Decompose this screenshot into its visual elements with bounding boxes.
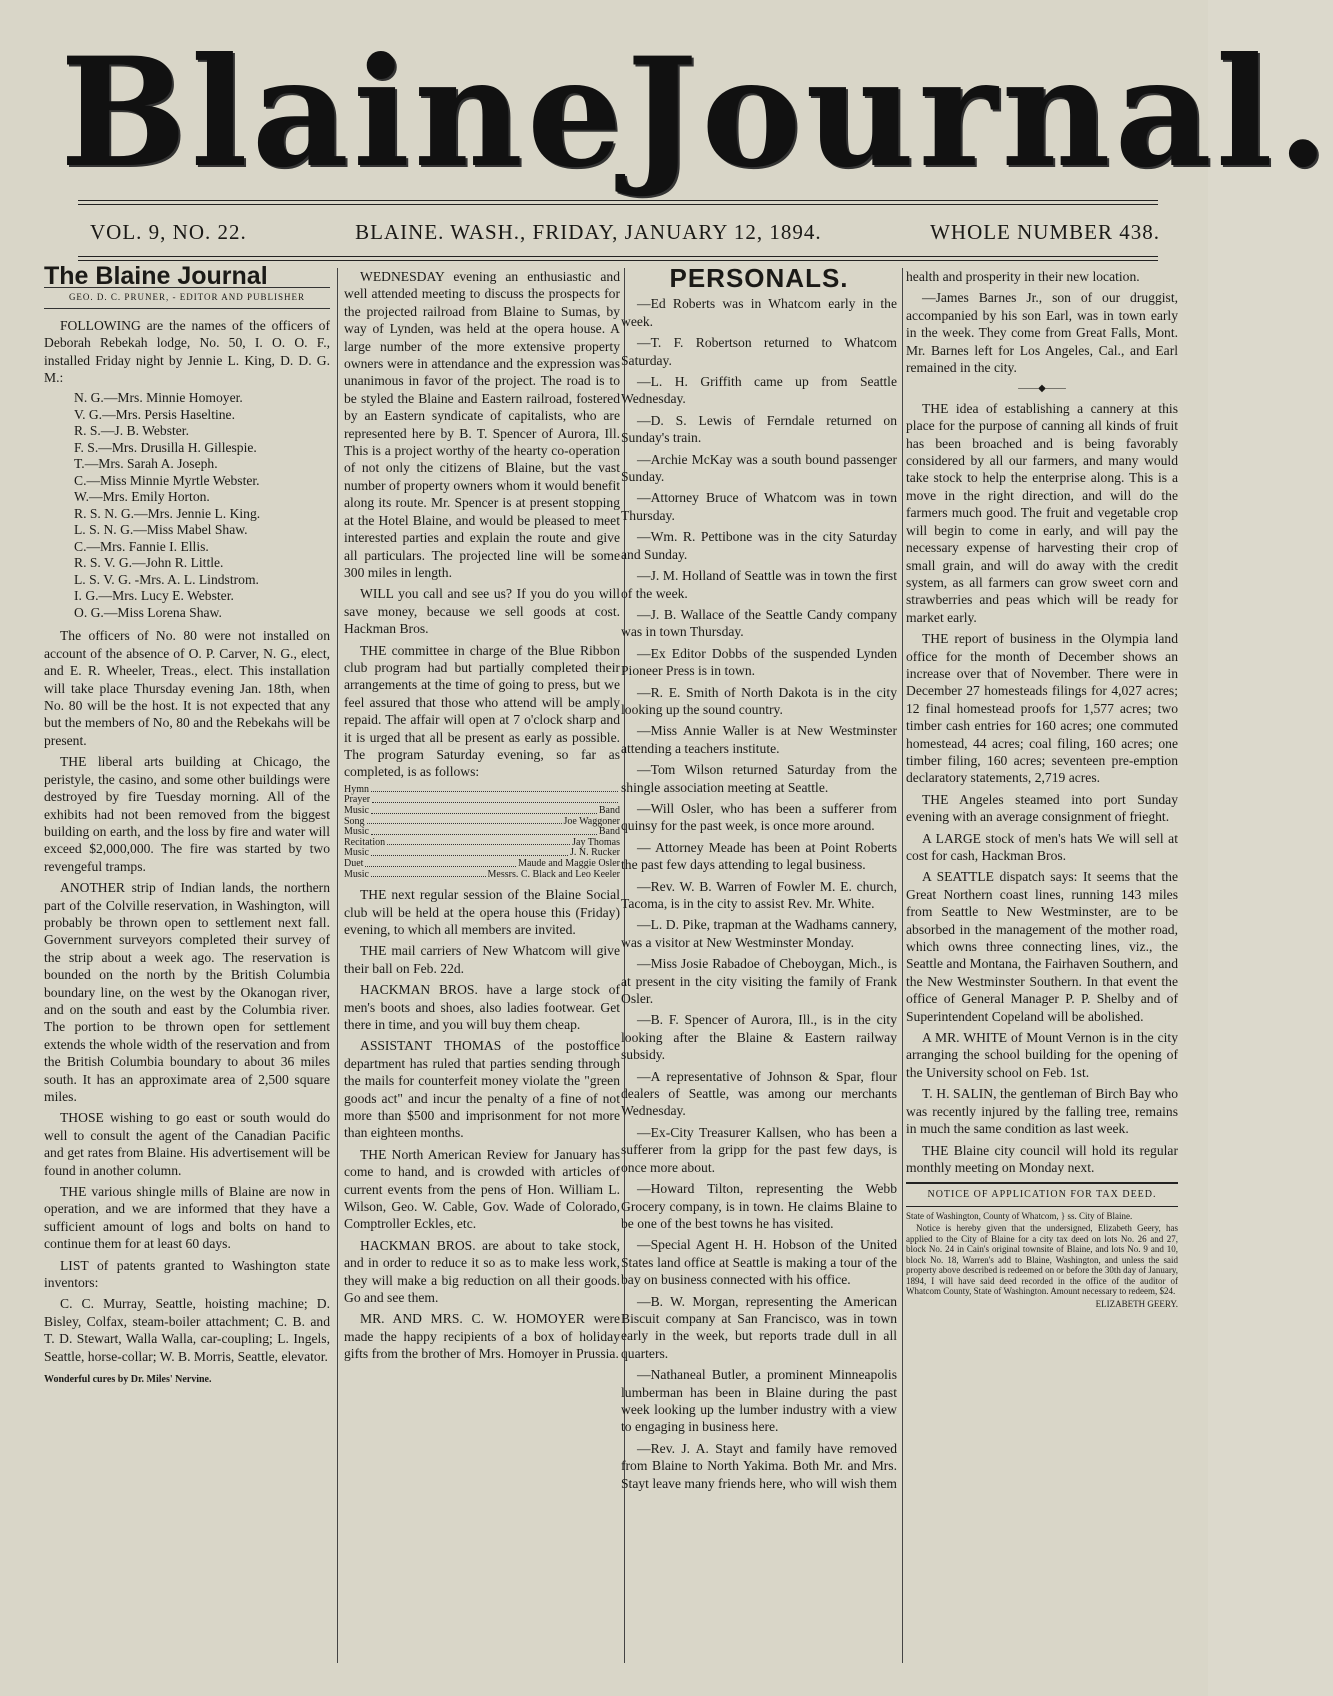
tax-deed-notice <box>906 1211 1178 1310</box>
masthead-right: Journal. <box>626 24 1333 201</box>
personal-item: —Ex Editor Dobbs of the suspended Lynden Pioneer Press is in town. <box>621 645 897 679</box>
program-row: Duet Maude and Maggie Osler <box>344 857 620 869</box>
article-railroad-meeting: WEDNESDAY evening an enthusiastic and well attended meeting to discuss the prospects for the projected railroad from Blaine to Sumas, by way of Lynden, was held at the opera house. A large number of the more extensive property owners were in attendance and the expression was unanimous in favor of the project. The road is to be styled the Blaine and Eastern railroad, fostered by an Eastern syndicate of capitalists, who are represented here by B. T. Spencer of Aurora, Ill. This is a project worthy of the hearty co-operation of not only the citizens of Blaine, but the vast number of property owners whom it would benefit along its route. Mr. Spencer is at present stopping at the Hotel Blaine, and would be pleased to meet interested parties and explain the route and give all particulars. The projected line will be some 300 miles in length. <box>344 269 620 580</box>
rule <box>78 256 1158 257</box>
article-hackman-ad: WILL you call and see us? If you do you will save money, because we sell goods at cost. Hackman Bros. <box>344 586 620 637</box>
article-patents: LIST of patents granted to Washington state inventors: <box>44 1257 330 1291</box>
list-item: C.—Mrs. Fannie I. Ellis. <box>74 538 209 554</box>
program-list <box>344 785 620 880</box>
article-hackman-boots: HACKMAN BROS. have a large stock of men's boots and shoes, also ladies footwear. Get there in time, and you will buy them cheap. <box>344 982 620 1032</box>
article-angeles: THE Angeles steamed into port Sunday evening with an average consignment of frieght. <box>906 791 1178 825</box>
article-cannery: THE idea of establishing a cannery at this place for the purpose of canning all kinds of fruit has been broached and is being favorably considered by all our farmers, and many would take stock to help the enterprise along. This is a move in the right direction, and will do the farmers much good. The fruit and vegetable crop will begin to come in early, and will pay the necessary expense of harvesting their crop of small grain, and will do away with the credit system, as all farmers can grow sweet corn and strawberries and peas which will be ready for market early. <box>906 400 1178 625</box>
list-item: V. G.—Mrs. Persis Haseltine. <box>74 406 235 422</box>
patent-list: C. C. Murray, Seattle, hoisting machine; D. Bisley, Colfax, steam-boiler attachment; C. B. and T. D. Stewart, Walla Walla, car-coupling; L. Ingels, Seattle, horse-collar; W. B. Morris, Seattle, elevator. <box>44 1296 330 1364</box>
rule <box>78 204 1158 205</box>
whole-number: WHOLE NUMBER 438. <box>930 219 1160 244</box>
personals-heading: PERSONALS. <box>669 263 849 293</box>
article-mail-carriers: THE mail carriers of New Whatcom will give their ball on Feb. 22d. <box>344 943 620 976</box>
volume-number: VOL. 9, NO. 22. <box>90 219 247 244</box>
personal-item: — Attorney Meade has been at Point Roberts the past few days attending to legal business. <box>621 839 897 873</box>
program-row: Prayer <box>344 795 620 806</box>
personal-item: —Attorney Bruce of Whatcom was in town Thursday. <box>621 490 897 523</box>
masthead-left: Blaine <box>60 24 627 201</box>
article-homoyer: MR. AND MRS. C. W. HOMOYER were made the happy recipients of a box of holiday gifts from the brother of Mrs. Homoyer in Prussia. <box>344 1311 620 1362</box>
article-north-american-review: THE North American Review for January has come to hand, and is crowded with articles of current events from the pens of Hon. William L. Wilson, Geo. W. Cable, Gov. Wade of Colorado, Comptroller Eckles, etc. <box>344 1146 620 1232</box>
list-item: N. G.—Mrs. Minnie Homoyer. <box>74 390 243 406</box>
program-row: Hymn <box>344 785 620 796</box>
article-paragraph: health and prosperity in their new location. <box>906 269 1140 284</box>
list-item: I. G.—Mrs. Lucy E. Webster. <box>74 588 234 604</box>
personal-item: —Howard Tilton, representing the Webb Grocery company, is in town. He claims Blaine to be one of the best towns he has visited. <box>621 1181 897 1231</box>
personal-item: —Rev. W. B. Warren of Fowler M. E. church, Tacoma, is in the city to assist Rev. Mr. White. <box>621 878 897 911</box>
list-item: L. S. V. G. -Mrs. A. L. Lindstrom. <box>74 571 259 587</box>
list-item: F. S.—Mrs. Drusilla H. Gillespie. <box>74 439 257 455</box>
column-2 <box>344 268 620 1367</box>
personal-item: —Archie McKay was a south bound passenger Sunday. <box>621 451 897 485</box>
article-mr-white: A MR. WHITE of Mount Vernon is in the city arranging the school building for the opening of the University school on Feb. 1st. <box>906 1030 1178 1080</box>
notice-head: State of Washington, County of Whatcom, } ss. City of Blaine. <box>906 1210 1133 1221</box>
article-social-club: THE next regular session of the Blaine Social club will be held at the opera house this (Friday) evening, to which all members are invited. <box>344 887 620 937</box>
article-salin: T. H. SALIN, the gentleman of Birch Bay who was recently injured by the falling tree, remains in much the same condition as last week. <box>906 1086 1178 1137</box>
notice-title: NOTICE OF APPLICATION FOR TAX DEED. <box>906 1182 1178 1206</box>
article-canadian-pacific: THOSE wishing to go east or south would do well to consult the agent of the Canadian Pacific and get rates from Blaine. His advertisement will be found in another column. <box>44 1110 330 1178</box>
list-item: R. S. N. G.—Mrs. Jennie L. King. <box>74 505 261 521</box>
column-rule <box>902 268 903 1663</box>
list-item: O. G.—Miss Lorena Shaw. <box>74 604 222 620</box>
personal-item: —B. F. Spencer of Aurora, Ill., is in the city looking after the Blaine & Eastern railway subsidy. <box>621 1012 897 1063</box>
article-postoffice: ASSISTANT THOMAS of the postoffice department has ruled that parties sending through the mails for counterfeit money violate the "green goods act" and incur the penalty of a fine of not more than $500 and imprisonment for not more than eighteen months. <box>344 1038 620 1141</box>
article-barnes: —James Barnes Jr., son of our druggist, accompanied by his son Earl, was in town early in the week. They come from Great Falls, Mont. Mr. Barnes left for Los Angeles, Cal., and Earl remained in the city. <box>906 290 1178 376</box>
personal-item: —Special Agent H. H. Hobson of the United States land office at Seattle is making a tour of the bay on business connected with his office. <box>621 1237 897 1288</box>
list-item: R. S.—J. B. Webster. <box>74 423 189 439</box>
article-blue-ribbon: THE committee in charge of the Blue Ribbon club program had but partially completed their arrangements at the time of going to press, but we feel assured that those who attend will be amply repaid. The affair will open at 7 o'clock sharp and it is urged that all be present as early as possible. The program Saturday evening, so far as completed, is as follows: <box>344 642 620 780</box>
personal-item: —T. F. Robertson returned to Whatcom Saturday. <box>621 335 897 368</box>
program-row: Music Band <box>344 804 620 816</box>
personal-item: —J. M. Holland of Seattle was in town the first of the week. <box>621 568 897 601</box>
personal-item: —J. B. Wallace of the Seattle Candy company was in town Thursday. <box>621 606 897 640</box>
personal-item: —Miss Annie Waller is at New Westminster attending a teachers institute. <box>621 723 897 756</box>
personal-item: —Ed Roberts was in Whatcom early in the week. <box>621 296 897 329</box>
article-seattle-dispatch: A SEATTLE dispatch says: It seems that the Great Northern coast lines, running 143 miles from Seattle to New Westminster, are to be absorbed in the management of the mother road, which owns three connecting lines, viz., the Seattle and Montana, the Fairhaven Southern, and the New Westminster Southern. In that event the office of General Manager P. P. Shelby and of Superintendent Copeland will be abolished. <box>906 869 1178 1024</box>
article-hackman-stock: HACKMAN BROS. are about to take stock, and in order to reduce it so as to make less work, they will make a big reduction on all their goods. Go and see them. <box>344 1237 620 1306</box>
program-row: Recitation Jay Thomas <box>344 836 620 848</box>
personal-item: —Tom Wilson returned Saturday from the shingle association meeting at Seattle. <box>621 762 897 795</box>
personals-list <box>621 295 897 1492</box>
program-row: Music J. N. Rucker <box>344 847 620 859</box>
personal-item: —R. E. Smith of North Dakota is in the city looking up the sound country. <box>621 684 897 717</box>
list-item: L. S. N. G.—Miss Mabel Shaw. <box>74 522 248 538</box>
article-city-council: THE Blaine city council will hold its regular monthly meeting on Monday next. <box>906 1142 1178 1175</box>
footer-ad: Wonderful cures by Dr. Miles' Nervine. <box>44 1374 212 1386</box>
masthead <box>60 20 1333 205</box>
personal-item: —Nathaneal Butler, a prominent Minneapolis lumberman has been in Blaine during the past week looking up the lumber industry with a view to engaging in business here. <box>621 1367 897 1435</box>
rule <box>78 200 1158 201</box>
notice-body: Notice is hereby given that the undersigned, Elizabeth Geery, has applied to the City of Blaine for a city tax deed on lots No. 26 and 27, block No. 24 in Cain's original townsite of Blaine, and lots No. 9 and 10, block No. 18, Warren's add to Blaine, Washington, and unless the said property above described is redeemed on or before the 30th day of January, 1894, I will have said deed recorded in the office of the auditor of Whatcom County, State of Washington. Amount necessary to redeem, $24. <box>906 1223 1178 1297</box>
article-olympia-land-office: THE report of business in the Olympia land office for the month of December shows an increase over that of November. There were in December 27 homesteads filings for 4,027 acres; 12 final homestead proofs for 1,577 acres; two timber cash entries for 160 acres; one commuted homestead, 44 acres; coal filing, 160 acres; one timber filing, 160 acres; seventeen pre-emption declaratory statements, 2,719 acres. <box>906 631 1178 786</box>
personal-item: —Ex-City Treasurer Kallsen, who has been a sufferer from la gripp for the past few days, is once more about. <box>621 1124 897 1175</box>
personal-item: —Rev. J. A. Stayt and family have removed from Blaine to North Yakima. Both Mr. and Mrs. Stayt leave many friends here, who will wish them <box>621 1440 897 1491</box>
personal-item: —Will Osler, who has been a sufferer from quinsy for the past week, is once more around. <box>621 800 897 834</box>
personal-item: —A representative of Johnson & Spar, flour dealers of Seattle, was among our merchants Wednesday. <box>621 1068 897 1119</box>
column-3 <box>621 263 897 1496</box>
personal-item: —D. S. Lewis of Ferndale returned on Sunday's train. <box>621 412 897 446</box>
article-chicago-fire: THE liberal arts building at Chicago, the peristyle, the casino, and some other buildings were destroyed by fire Tuesday morning. All of the exhibits had not been removed from the biggest building on earth, and the loss by fire and water will exceed $2,000,000. The fire was started by two revengeful tramps. <box>44 754 330 874</box>
officer-list <box>74 390 330 621</box>
personal-item: —Wm. R. Pettibone was in the city Saturday and Sunday. <box>621 529 897 562</box>
program-row: Music Band <box>344 826 620 838</box>
divider: ——◆—— <box>1018 383 1066 395</box>
article-rebekah-lodge: FOLLOWING are the names of the officers of Deborah Rebekah lodge, No. 50, I. O. O. F., installed Friday night by Jennie L. King, D. D. G. M.: <box>44 317 330 386</box>
personal-item: —L. H. Griffith came up from Seattle Wednesday. <box>621 374 897 407</box>
program-row: Song Joe Waggoner <box>344 815 620 827</box>
program-row: Music Messrs. C. Black and Leo Keeler <box>344 868 620 880</box>
column-1 <box>44 262 330 1389</box>
column-rule <box>337 268 338 1663</box>
notice-signature: ELIZABETH GEERY. <box>1095 1298 1178 1309</box>
article-shingle-mills: THE various shingle mills of Blaine are now in operation, and we are informed that they have a sufficient amount of logs and bolts on hand to continue them for at least 60 days. <box>44 1184 330 1252</box>
personal-item: —B. W. Morgan, representing the American Biscuit company at San Francisco, was in town early in the week, but reports trade dull in all quarters. <box>621 1293 897 1361</box>
list-item: R. S. V. G.—John R. Little. <box>74 555 224 571</box>
list-item: T.—Mrs. Sarah A. Joseph. <box>74 456 218 472</box>
list-item: C.—Miss Minnie Myrtle Webster. <box>74 472 260 488</box>
article-colville-reservation: ANOTHER strip of Indian lands, the northern part of the Colville reservation, in Washington, will probably be thrown open to settlement next fall. Government surveyors completed their survey of the strip about a week ago. The reservation is bounded on the north by the British Columbia boundary line, on the west by the Okanogan river, and on the south and east by the Columbia river. The portion to be thrown open for settlement extends the whole width of the reservation and from the British Columbia boundary to about 36 miles south. It has an approximate area of 2,500 square miles. <box>44 880 330 1104</box>
place-date: BLAINE. WASH., FRIDAY, JANUARY 12, 1894. <box>355 219 822 244</box>
article-hats: A LARGE stock of men's hats We will sell at cost for cash, Hackman Bros. <box>906 830 1178 863</box>
dateline <box>90 212 1160 252</box>
personal-item: —L. D. Pike, trapman at the Wadhams cannery, was a visitor at New Westminster Monday. <box>621 917 897 950</box>
column-4 <box>906 268 1178 1311</box>
list-item: W.—Mrs. Emily Horton. <box>74 489 210 505</box>
paper-title: The Blaine Journal <box>44 262 268 290</box>
personal-item: —Miss Josie Rabadoe of Cheboygan, Mich., is at present in the city visiting the family of Frank Osler. <box>621 956 897 1007</box>
rule <box>78 260 1158 261</box>
article-paragraph: The officers of No. 80 were not installed on account of the absence of O. P. Carver, N. G., elect, and E. R. Wheeler, Treas., elect. This installation will take place Thursday evening Jan. 18th, when No. 80 will be the host. It is not expected that any but the members of No, 80 and the Rebekahs will be present. <box>44 628 330 748</box>
publisher-line: GEO. D. C. PRUNER, - EDITOR AND PUBLISHER <box>44 287 330 308</box>
